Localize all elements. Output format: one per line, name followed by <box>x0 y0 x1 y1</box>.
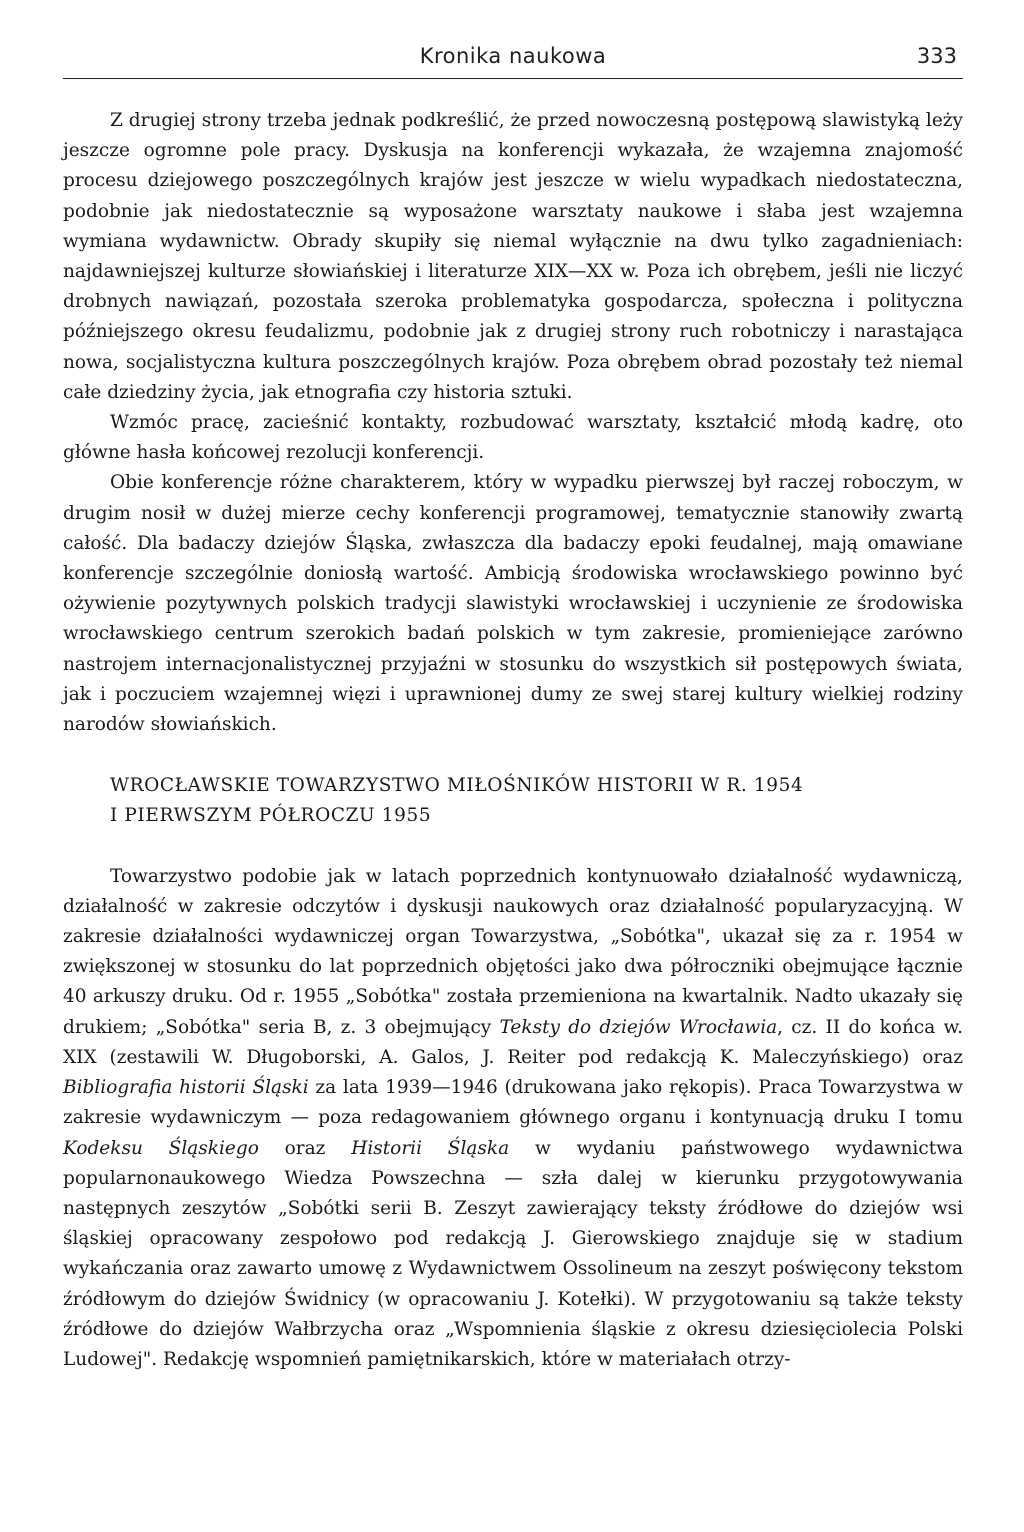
page-number: 333 <box>916 44 957 68</box>
paragraph: Obie konferencje różne charakterem, który w wypadku pierwszej był raczej roboczym, w drugim nosił w dużej mierze cechy konferencji programowej, tematycznie stanowiły zwartą całość. Dla badaczy dziejów Śląska, zwłaszcza dla badaczy epoki feudalnej, mają omawiane konferencje szczególnie doniosłą wartość. Ambicją środowiska wrocławskiego powinno być ożywienie pozytywnych polskich tradycji slawistyki wrocławskiej i uczynienie ze środowiska wrocławskiego centrum szerokich badań polskich w tym zakresie, promieniejące zarówno nastrojem internacjonalistycznej przyjaźni w stosunku do wszystkich sił postępowych świata, jak i poczuciem wzajemnej więzi i uprawnionej dumy ze swej starej kultury wielkiej rodziny narodów słowiańskich. <box>63 472 963 736</box>
title-italic: Kodeksu Śląskiego <box>63 1137 259 1159</box>
title-italic: Teksty do dziejów Wrocławia <box>499 1016 778 1038</box>
section-heading-line: WROCŁAWSKIE TOWARZYSTWO MIŁOŚNIKÓW HISTORII W R. 1954 <box>110 775 804 797</box>
title-italic: Historii Śląska <box>351 1137 510 1159</box>
text-run: oraz <box>258 1137 352 1159</box>
paragraph: Z drugiej strony trzeba jednak podkreślić, że przed nowoczesną postępową slawistyką leży jeszcze ogromne pole pracy. Dyskusja na konferencji wykazała, że wzajemna znajomość procesu dziejowego poszczególnych krajów jest jeszcze w wielu wypadkach niedostateczna, podobnie jak niedostatecznie są wyposażone warsztaty naukowe i słaba jest wzajemna wymiana wydawnictw. Obrady skupiły się niemal wyłącznie na dwu tylko zagadnieniach: najdawniejszej kulturze słowiańskiej i literaturze XIX—XX w. Poza ich obrębem, jeśli nie liczyć drobnych nawiązań, pozostała szeroka problematyka gospodarcza, społeczna i polityczna późniejszego okresu feudalizmu, podobnie jak z drugiej strony ruch robotniczy i narastająca nowa, socjalistyczna kultura poszczególnych krajów. Poza obrębem obrad pozostały też niemal całe dziedziny życia, jak etnografia czy historia sztuki. <box>63 110 963 403</box>
section-heading <box>110 771 963 831</box>
text-run: w wydaniu państwowego wydawnictwa popularnonaukowego Wiedza Powszechna — szła dalej w kierunku przygotowywania następnych zeszytów „Sobótki serii B. Zeszyt zawierający teksty źródłowe do dziejów wsi śląskiej opracowany zespołowo pod redakcją J. Gierowskiego znajduje się w stadium wykańczania oraz zawarto umowę z Wydawnictwem Ossolineum na zeszyt poświęcony tekstom źródłowym do dziejów Świdnicy (w opracowaniu J. Kotełki). W przygotowaniu są także teksty źródłowe do dziejów Wałbrzycha oraz „Wspomnienia śląskie z okresu dziesięciolecia Polski Ludowej". Redakcję wspomnień pamiętnikarskich, które w materiałach otrzy- <box>63 1137 964 1370</box>
paragraph: Wzmóc pracę, zacieśnić kontakty, rozbudować warsztaty, kształcić młodą kadrę, oto główne hasła końcowej rezolucji konferencji. <box>63 412 963 464</box>
section-heading-line: I PIERWSZYM PÓŁROCZU 1955 <box>110 805 432 827</box>
page-body <box>63 106 963 1375</box>
running-head: Kronika naukowa <box>419 44 607 68</box>
text-run: Towarzystwo podobie jak w latach poprzednich kontynuowało działalność wydawniczą, działalność w zakresie odczytów i dyskusji naukowych oraz działalność popularyzacyjną. W zakresie działalności wydawniczej organ Towarzystwa, „Sobótka", ukazał się za r. 1954 w zwiększonej w stosunku do lat poprzednich objętości jako dwa półroczniki obejmujące łącznie 40 arkuszy druku. Od r. 1955 „Sobótka" została przemieniona na kwartalnik. Nadto ukazały się drukiem; „Sobótka" seria B, z. 3 obejmujący <box>63 865 963 1038</box>
text-run: za lata 1939—1946 (drukowana jako rękopis). Praca Towarzystwa w zakresie wydawniczym — poza redagowaniem głównego organu i kontynuacją druku I tomu <box>63 1077 963 1129</box>
title-italic: Bibliografia historii Śląski <box>63 1077 309 1099</box>
paragraph <box>63 862 963 1375</box>
text-run: , cz. II do końca w. XIX (zestawili W. Długoborski, A. Galos, J. Reiter pod redakcją K. Maleczyńskiego) oraz <box>63 1016 964 1068</box>
page-header <box>63 38 963 79</box>
